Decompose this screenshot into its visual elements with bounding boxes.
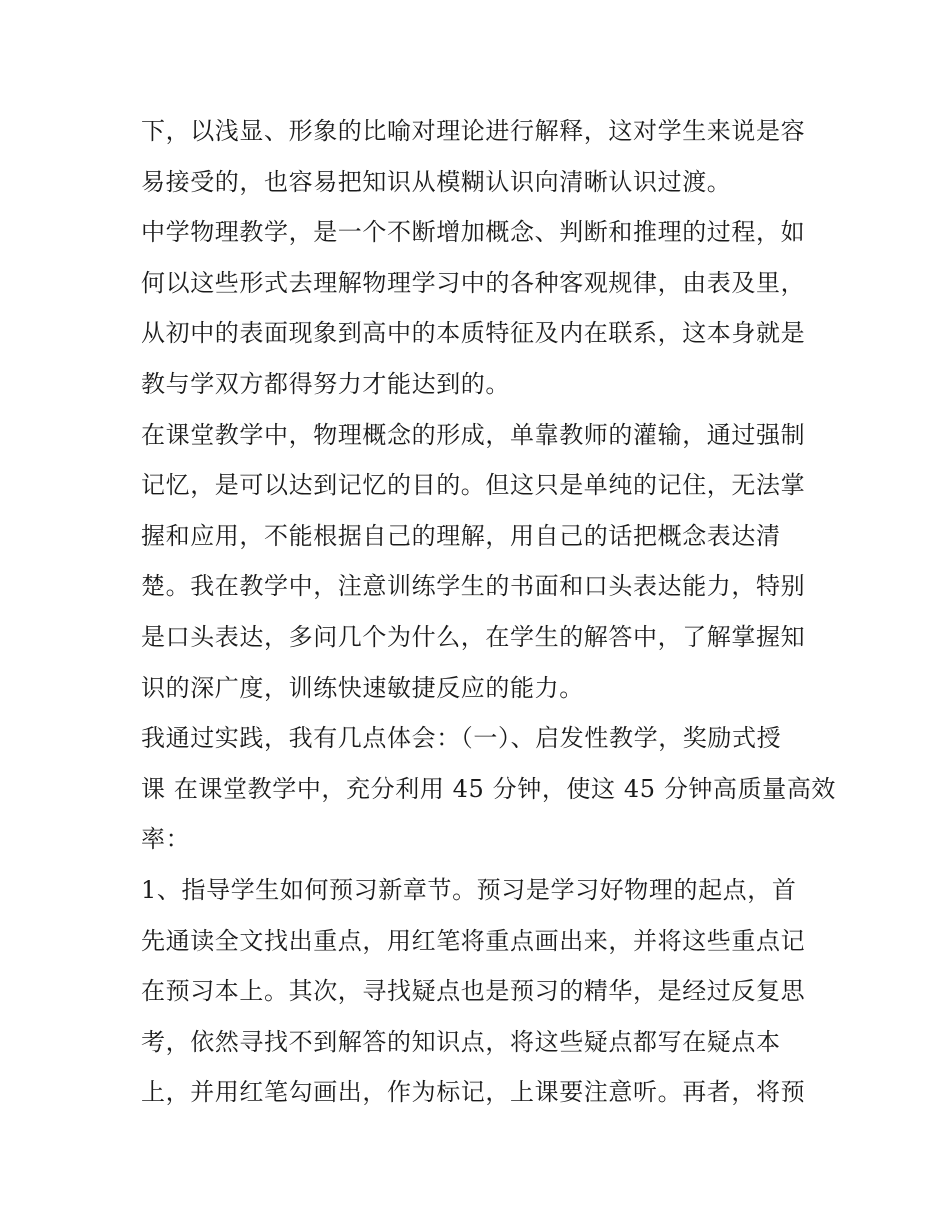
text-line: 率：: [141, 825, 191, 854]
text-line: 握和应用，不能根据自己的理解，用自己的话把概念表达清: [141, 521, 781, 550]
text-line: 何以这些形式去理解物理学习中的各种客观规律，由表及里，: [141, 268, 806, 297]
text-line: 我通过实践，我有几点体会：（一）、启发性教学，奖励式授: [141, 724, 782, 753]
text-line: 楚。我在教学中，注意训练学生的书面和口头表达能力，特别: [141, 572, 806, 601]
text-line: 中学物理教学，是一个不断增加概念、判断和推理的过程，如: [141, 218, 806, 247]
text-line: 先通读全文找出重点，用红笔将重点画出来，并将这些重点记: [141, 926, 806, 955]
text-line: 是口头表达，多问几个为什么，在学生的解答中，了解掌握知: [141, 622, 806, 651]
text-line: 记忆，是可以达到记忆的目的。但这只是单纯的记住，无法掌: [141, 471, 806, 500]
text-line: 在预习本上。其次，寻找疑点也是预习的精华，是经过反复思: [141, 977, 806, 1006]
text-line: 上，并用红笔勾画出，作为标记，上课要注意听。再者，将预: [141, 1078, 806, 1107]
text-line: 教与学双方都得努力才能达到的。: [141, 369, 510, 398]
body-text: [141, 106, 837, 1118]
text-line: 识的深广度，训练快速敏捷反应的能力。: [141, 673, 584, 702]
text-line: 易接受的，也容易把知识从模糊认识向清晰认识过渡。: [141, 167, 732, 196]
text-line: 课 在课堂教学中，充分利用 45 分钟，使这 45 分钟高质量高效: [141, 774, 837, 803]
text-line: 1、指导学生如何预习新章节。预习是学习好物理的起点，首: [141, 875, 797, 904]
text-line: 从初中的表面现象到高中的本质特征及内在联系，这本身就是: [141, 319, 806, 348]
text-line: 考，依然寻找不到解答的知识点，将这些疑点都写在疑点本: [141, 1027, 781, 1056]
text-line: 下，以浅显、形象的比喻对理论进行解释，这对学生来说是容: [141, 117, 806, 145]
text-line: 在课堂教学中，物理概念的形成，单靠教师的灌输，通过强制: [141, 420, 806, 449]
